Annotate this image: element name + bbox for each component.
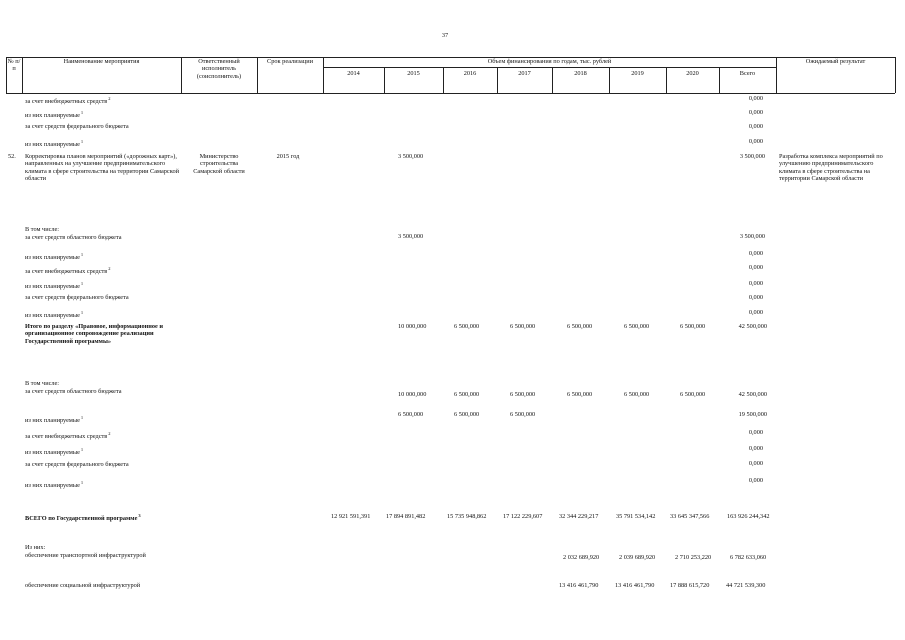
row-label: за счет средств федерального бюджета: [25, 461, 129, 468]
row-value: 6 500,000: [454, 391, 480, 398]
grand-total-sum: 163 926 244,342: [727, 513, 770, 520]
header-year: 2014: [347, 70, 360, 77]
section-total-sum: 42 500,000: [738, 323, 767, 330]
row-value: 17 888 615,720: [670, 582, 710, 589]
row-value: 6 500,000: [567, 391, 593, 398]
item-total: 3 500,000: [739, 153, 765, 160]
row-label: из них планируемые$^1$: [25, 310, 84, 319]
section-total-value: 10 000,000: [398, 323, 427, 330]
header-total: Всего: [739, 70, 756, 77]
header-col-name: Наименование мероприятия: [63, 58, 140, 65]
header-year: 2019: [631, 70, 644, 77]
section-total-value: 6 500,000: [510, 323, 536, 330]
row-value-2015: 3 500,000: [398, 233, 424, 240]
header-col-term: Срок реализации: [267, 58, 313, 65]
row-total: 0,000: [748, 250, 763, 257]
row-value: 6 500,000: [624, 391, 650, 398]
row-label: из них планируемые$^1$: [25, 480, 84, 489]
row-value: 10 000,000: [398, 391, 427, 398]
item-value-2015: 3 500,000: [398, 153, 424, 160]
row-total: 0,000: [748, 264, 763, 271]
section-total-value: 6 500,000: [567, 323, 593, 330]
row-total: 44 721 539,300: [726, 582, 766, 589]
grand-total-label: ВСЕГО по Государственной программе$^3$: [25, 513, 141, 522]
row-total: 0,000: [748, 123, 763, 130]
row-total: 0,000: [748, 95, 763, 102]
row-total: 0,000: [748, 294, 763, 301]
row-value: 6 500,000: [454, 411, 480, 418]
row-label: из них планируемые$^1$: [25, 415, 84, 424]
row-total: 0,000: [748, 280, 763, 287]
row-label: из них планируемые$^1$: [25, 110, 84, 119]
row-label: из них планируемые$^1$: [25, 139, 84, 148]
row-label: из них планируемые$^1$: [25, 447, 84, 456]
grand-total-value: 15 735 948,862: [447, 513, 487, 520]
grand-total-value: 35 791 534,142: [616, 513, 656, 520]
grand-total-value: 17 894 891,482: [386, 513, 426, 520]
section-total-value: 6 500,000: [454, 323, 480, 330]
row-label: обеспечение социальной инфраструктурой: [25, 582, 141, 589]
row-value: 2 710 253,220: [675, 554, 712, 561]
row-total: 6 782 633,060: [730, 554, 767, 561]
row-value: 6 500,000: [398, 411, 424, 418]
item-executor: Министерство строительства Самарской области: [193, 153, 245, 175]
grand-total-value: 12 921 591,391: [331, 513, 371, 520]
header-col-executor: Ответственный исполнитель (соисполнитель): [196, 58, 242, 80]
row-value: 13 416 461,790: [559, 582, 599, 589]
row-value: 6 500,000: [510, 391, 536, 398]
including-label: В том числе:: [25, 226, 60, 233]
grand-total-value: 17 122 229,607: [503, 513, 543, 520]
item-result: Разработка комплекса мероприятий по улучшению предпринимательского климата в сфере строительства на территории Самарской области: [779, 153, 883, 183]
section-total-value: 6 500,000: [624, 323, 650, 330]
row-label: из них планируемые$^1$: [25, 252, 84, 261]
row-label: за счет средств областного бюджета: [25, 388, 122, 395]
row-label: за счет средств областного бюджета: [25, 234, 122, 241]
row-total: 0,000: [748, 445, 763, 452]
row-label: обеспечение транспортной инфраструктурой: [25, 552, 146, 559]
including-label: В том числе:: [25, 380, 60, 387]
row-total: 0,000: [748, 138, 763, 145]
of-which-label: Из них:: [25, 544, 46, 551]
header-year: 2017: [518, 70, 531, 77]
row-value: 2 032 689,920: [563, 554, 600, 561]
grand-total-value: 33 645 347,566: [670, 513, 710, 520]
row-total: 0,000: [748, 109, 763, 116]
header-col-result: Ожидаемый результат: [805, 58, 866, 65]
section-total-value: 6 500,000: [680, 323, 706, 330]
row-label: за счет средств федерального бюджета: [25, 294, 129, 301]
row-label: за счет внебюджетных средств$^2$: [25, 266, 111, 275]
item-number: 52.: [8, 153, 16, 160]
row-value: 6 500,000: [510, 411, 536, 418]
header-year: 2015: [407, 70, 420, 77]
row-total: 0,000: [748, 460, 763, 467]
row-total: 0,000: [748, 429, 763, 436]
row-total: 0,000: [748, 477, 763, 484]
page-number: 37: [441, 32, 449, 39]
row-label: за счет средств федерального бюджета: [25, 123, 129, 130]
row-label: за счет внебюджетных средств$^2$: [25, 431, 111, 440]
row-value: 6 500,000: [680, 391, 706, 398]
header-year: 2016: [463, 70, 477, 77]
header-year: 2020: [686, 70, 699, 77]
header-col-funding: Объем финансирования по годам, тыс. рублей: [487, 58, 612, 65]
item-term: 2015 год: [276, 153, 300, 160]
row-value: 13 416 461,790: [615, 582, 655, 589]
row-total: 0,000: [748, 309, 763, 316]
header-year: 2018: [574, 70, 587, 77]
row-total: 42 500,000: [738, 391, 767, 398]
row-label: за счет внебюджетных средств$^2$: [25, 96, 111, 105]
row-total: 3 500,000: [739, 233, 765, 240]
header-col-number: № п/п: [7, 58, 21, 73]
grand-total-value: 32 344 229,217: [559, 513, 599, 520]
section-total-label: Итого по разделу «Правовое, информационное и организационное сопровождение реализации Государственной программы»: [25, 323, 163, 345]
row-value: 2 039 689,920: [619, 554, 656, 561]
row-label: из них планируемые$^1$: [25, 281, 84, 290]
row-total: 19 500,000: [738, 411, 767, 418]
item-name: Корректировка планов мероприятий («дорожных карт»), направленных на улучшение предпринимательского климата в сфере строительства на территории Самарской области: [25, 153, 179, 183]
